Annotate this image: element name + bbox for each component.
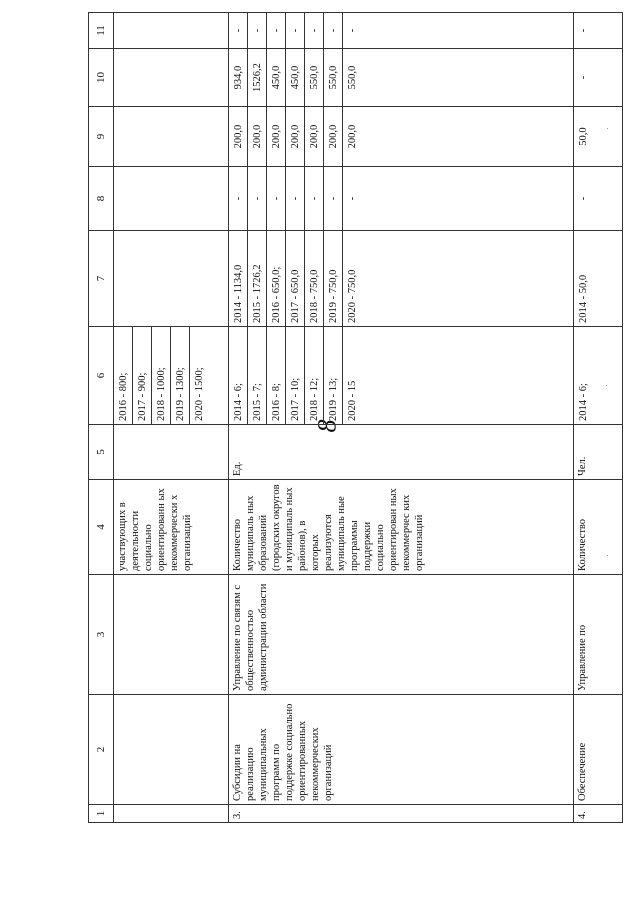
table-row [229, 13, 574, 823]
cell-num: 3. [229, 805, 574, 823]
cell-federal [574, 167, 623, 231]
cell-local [114, 49, 229, 107]
cell-line: 550,0 [305, 49, 324, 106]
cell-line: 200,0 [229, 107, 248, 166]
page-number: 8 [312, 419, 342, 433]
cell-funding [574, 231, 623, 327]
cell-line: - [286, 167, 305, 230]
header-cell: 4 [89, 480, 114, 575]
cell-indicator: участвующих в деятельности социально ориентированн ых некоммерчески х организаций [114, 480, 229, 575]
scan-speck [607, 128, 608, 129]
cell-federal [229, 167, 574, 231]
header-cell: 1 [89, 805, 114, 823]
cell-activity: Обеспечение [574, 695, 623, 805]
cell-executor [114, 575, 229, 695]
cell-executor: Управление по [574, 575, 623, 695]
cell-funding [229, 231, 574, 327]
header-cell: 8 [89, 167, 114, 231]
cell-line: 2020 - 750,0 [347, 269, 358, 323]
cell-line: - [578, 196, 589, 201]
cell-line: 2018 - 750,0 [305, 231, 324, 326]
cell-line: - [248, 167, 267, 230]
header-cell: 3 [89, 575, 114, 695]
cell-other [114, 13, 229, 49]
cell-num: 4. [574, 805, 623, 823]
header-cell: 9 [89, 107, 114, 167]
cell-line: - [267, 167, 286, 230]
cell-line: - [229, 13, 248, 48]
cell-line: - [578, 75, 589, 80]
cell-line: 450,0 [286, 49, 305, 106]
header-cell: 10 [89, 49, 114, 107]
cell-line: 2015 - 1726,2 [248, 231, 267, 326]
cell-line: 2014 - 1134,0 [229, 231, 248, 326]
cell-line: 2020 - 15 [347, 380, 358, 421]
cell-line: - [347, 28, 358, 33]
cell-regional [229, 107, 574, 167]
table-row [574, 13, 623, 823]
cell-line: 550,0 [347, 65, 358, 90]
cell-line: 2019 - 1300; [171, 327, 190, 424]
cell-line: - [324, 13, 343, 48]
table-row [114, 13, 229, 823]
cell-line: 2014 - 6; [229, 327, 248, 424]
header-cell: 11 [89, 13, 114, 49]
cell-unit: Ед. [229, 425, 574, 480]
cell-values [114, 327, 229, 425]
cell-line: 2017 - 10; [286, 327, 305, 424]
cell-line: 2020 - 1500; [194, 367, 205, 421]
cell-line: 50,0 [578, 127, 589, 146]
cell-line: 200,0 [267, 107, 286, 166]
cell-line: 200,0 [347, 124, 358, 149]
cell-line: 2016 - 8; [267, 327, 286, 424]
cell-line: 200,0 [305, 107, 324, 166]
header-cell: 6 [89, 327, 114, 425]
cell-line: 2017 - 650,0 [286, 231, 305, 326]
cell-line: 550,0 [324, 49, 343, 106]
cell-regional [114, 107, 229, 167]
cell-line: 200,0 [286, 107, 305, 166]
cell-line: 2018 - 1000; [152, 327, 171, 424]
cell-activity: Субсидии на реализацию муниципальных программ по поддержке социально ориентированных некоммерческих организаций [229, 695, 574, 805]
scan-speck [607, 555, 608, 556]
cell-line: 1526,2 [248, 49, 267, 106]
cell-indicator: Количество [574, 480, 623, 575]
cell-line: - [324, 167, 343, 230]
cell-other [229, 13, 574, 49]
cell-executor: Управление по связям с общественностью администрации области [229, 575, 574, 695]
header-cell: 2 [89, 695, 114, 805]
cell-line: - [229, 167, 248, 230]
cell-line: 200,0 [324, 107, 343, 166]
cell-line: - [347, 196, 358, 201]
cell-line: - [305, 13, 324, 48]
cell-federal [114, 167, 229, 231]
cell-line: 2016 - 650,0; [267, 231, 286, 326]
rotated-table-container [88, 25, 623, 823]
cell-num [114, 805, 229, 823]
cell-regional [574, 107, 623, 167]
cell-local [574, 49, 623, 107]
cell-line: 450,0 [267, 49, 286, 106]
header-row [89, 13, 114, 823]
table-frame [88, 25, 623, 823]
cell-line: 2019 - 13; [324, 327, 343, 424]
cell-local [229, 49, 574, 107]
cell-line: 2014 - 6; [578, 383, 589, 421]
cell-line: - [578, 28, 589, 33]
cell-line: 2016 - 800; [114, 327, 133, 424]
program-table [88, 12, 623, 823]
cell-values [574, 327, 623, 425]
cell-line: 2014 - 50,0 [578, 274, 589, 323]
cell-values [229, 327, 574, 425]
cell-activity [114, 695, 229, 805]
cell-indicator: Количество муниципаль ных образований (городских округов и муниципаль ных районов), в которых реализуются муниципаль ные программы поддержки социально ориентирован ных некоммерчес ких организаций [229, 480, 574, 575]
header-cell: 5 [89, 425, 114, 480]
cell-line: - [286, 13, 305, 48]
cell-line: 2015 - 7; [248, 327, 267, 424]
cell-line: 2019 - 750,0 [324, 231, 343, 326]
cell-line: 200,0 [248, 107, 267, 166]
cell-line: - [248, 13, 267, 48]
cell-line: 934,0 [229, 49, 248, 106]
cell-funding [114, 231, 229, 327]
cell-unit: Чел. [574, 425, 623, 480]
header-cell: 7 [89, 231, 114, 327]
cell-line: 2017 - 900; [133, 327, 152, 424]
cell-line: - [305, 167, 324, 230]
cell-unit [114, 425, 229, 480]
cell-line: - [267, 13, 286, 48]
cell-line: 2018 - 12; [305, 327, 324, 424]
scan-speck [606, 385, 607, 386]
cell-other [574, 13, 623, 49]
